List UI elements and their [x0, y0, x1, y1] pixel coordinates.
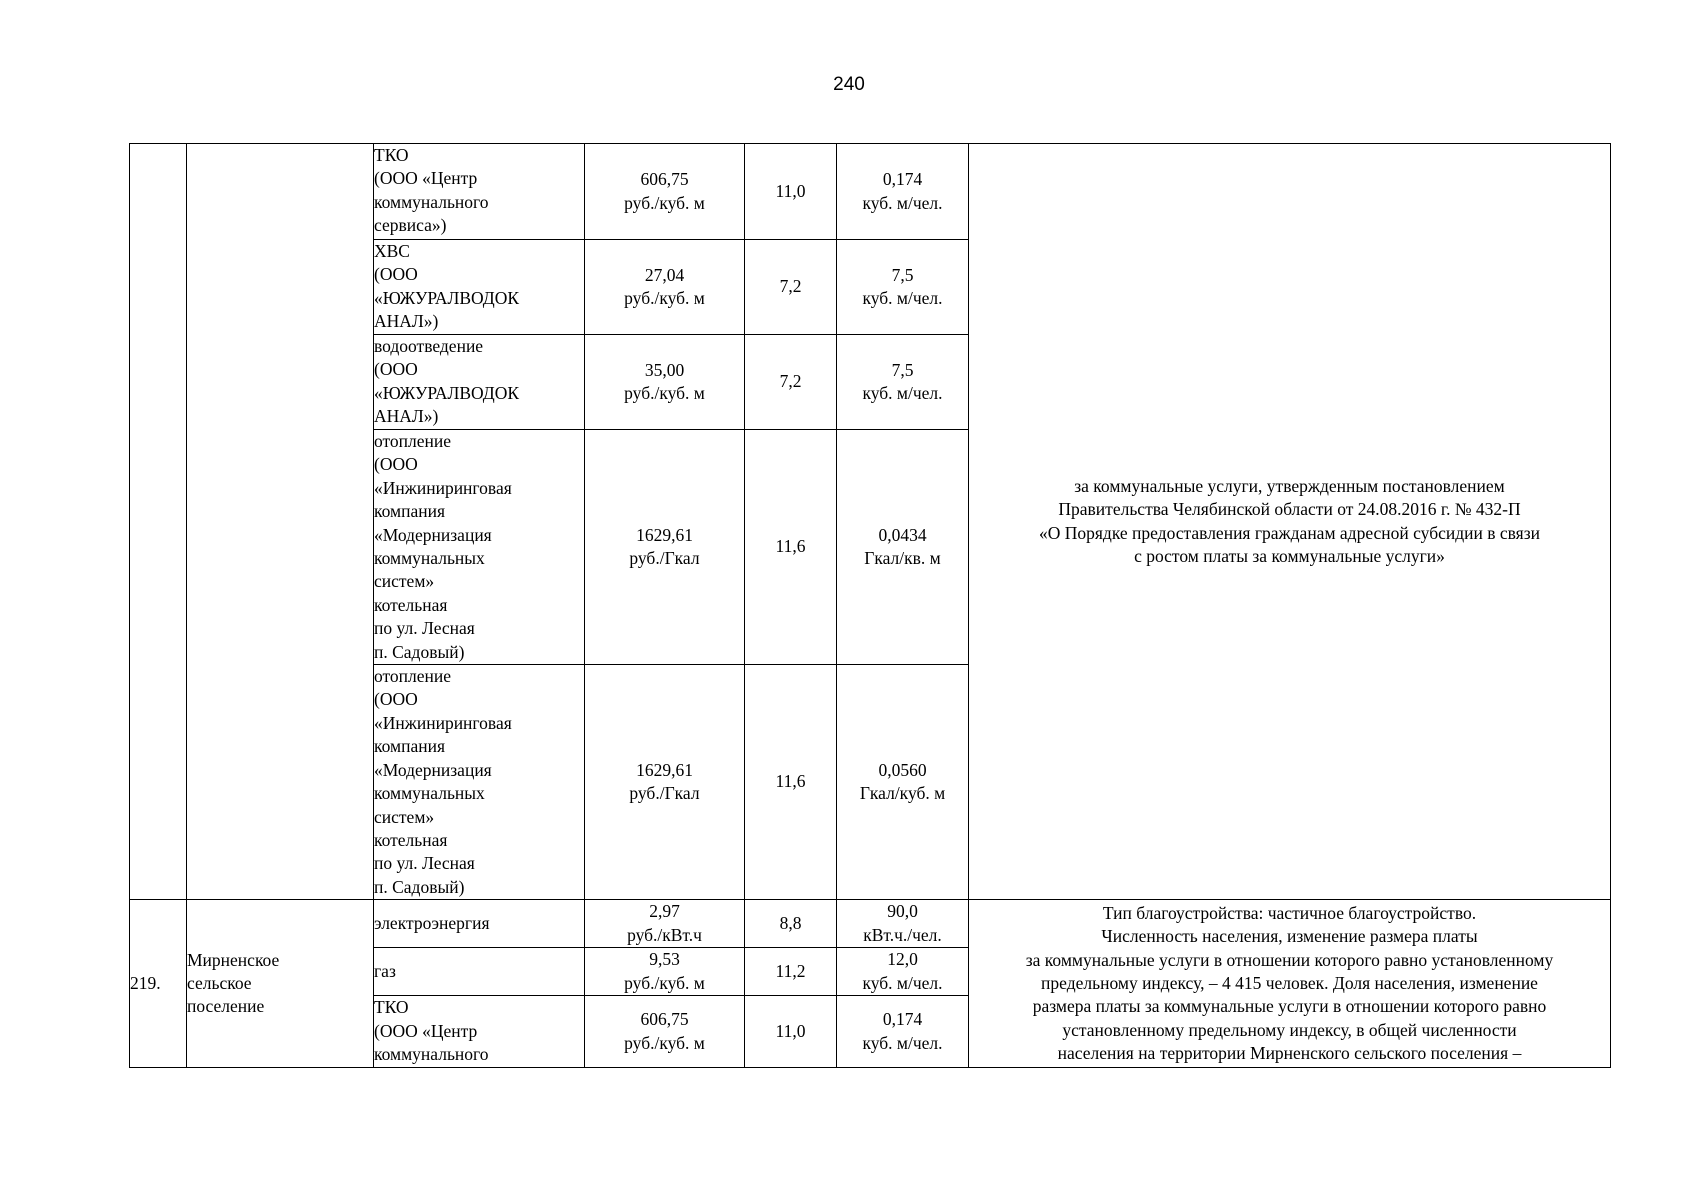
service-cell: ТКО (ООО «Центр коммунального сервиса»)	[374, 144, 585, 240]
tariff-cell: 606,75 руб./куб. м	[585, 996, 745, 1068]
index-cell: 8,8	[745, 900, 837, 948]
tariff-cell: 1629,61 руб./Гкал	[585, 430, 745, 665]
norm-cell: 0,174 куб. м/чел.	[837, 144, 969, 240]
index-cell: 7,2	[745, 240, 837, 335]
service-cell: отопление (ООО «Инжиниринговая компания «Модернизация коммунальных систем» котельная по ул. Лесная п. Садовый)	[374, 430, 585, 665]
table-row	[130, 144, 1611, 240]
tariff-cell: 9,53 руб./куб. м	[585, 948, 745, 996]
norm-cell: 0,0434 Гкал/кв. м	[837, 430, 969, 665]
note-cell: Тип благоустройства: частичное благоустройство. Численность населения, изменение размера платы за коммунальные услуги в отношении которого равно установленному предельному индексу, – 4 415 человек. Доля населения, изменение размера платы за коммунальные услуги в отношении которого равно установленному предельному индексу, в общей численности населения на территории Мирненского сельского поселения –	[969, 900, 1611, 1068]
tariff-cell: 35,00 руб./куб. м	[585, 335, 745, 430]
norm-cell: 90,0 кВт.ч./чел.	[837, 900, 969, 948]
index-cell: 11,6	[745, 430, 837, 665]
row-number-cell	[130, 144, 187, 900]
service-cell: ТКО (ООО «Центр коммунального	[374, 996, 585, 1068]
service-cell: водоотведение (ООО «ЮЖУРАЛВОДОК АНАЛ»)	[374, 335, 585, 430]
index-cell: 11,6	[745, 665, 837, 900]
norm-cell: 12,0 куб. м/чел.	[837, 948, 969, 996]
norm-cell: 0,0560 Гкал/куб. м	[837, 665, 969, 900]
index-cell: 11,0	[745, 144, 837, 240]
service-cell: электроэнергия	[374, 900, 585, 948]
tariff-cell: 606,75 руб./куб. м	[585, 144, 745, 240]
note-cell: за коммунальные услуги, утвержденным постановлением Правительства Челябинской области от 24.08.2016 г. № 432-П «О Порядке предоставления гражданам адресной субсидии в связи с ростом платы за коммунальные услуги»	[969, 144, 1611, 900]
norm-cell: 7,5 куб. м/чел.	[837, 240, 969, 335]
service-cell: ХВС (ООО «ЮЖУРАЛВОДОК АНАЛ»)	[374, 240, 585, 335]
tariff-table	[129, 143, 1611, 1068]
settlement-name-cell: Мирненское сельское поселение	[187, 900, 374, 1068]
service-cell: отопление (ООО «Инжиниринговая компания «Модернизация коммунальных систем» котельная по ул. Лесная п. Садовый)	[374, 665, 585, 900]
index-cell: 7,2	[745, 335, 837, 430]
norm-cell: 7,5 куб. м/чел.	[837, 335, 969, 430]
row-number-cell: 219.	[130, 900, 187, 1068]
service-cell: газ	[374, 948, 585, 996]
settlement-name-cell	[187, 144, 374, 900]
table-row	[130, 900, 1611, 948]
index-cell: 11,0	[745, 996, 837, 1068]
page-number: 240	[833, 74, 865, 95]
index-cell: 11,2	[745, 948, 837, 996]
tariff-cell: 2,97 руб./кВт.ч	[585, 900, 745, 948]
tariff-cell: 1629,61 руб./Гкал	[585, 665, 745, 900]
tariff-cell: 27,04 руб./куб. м	[585, 240, 745, 335]
norm-cell: 0,174 куб. м/чел.	[837, 996, 969, 1068]
